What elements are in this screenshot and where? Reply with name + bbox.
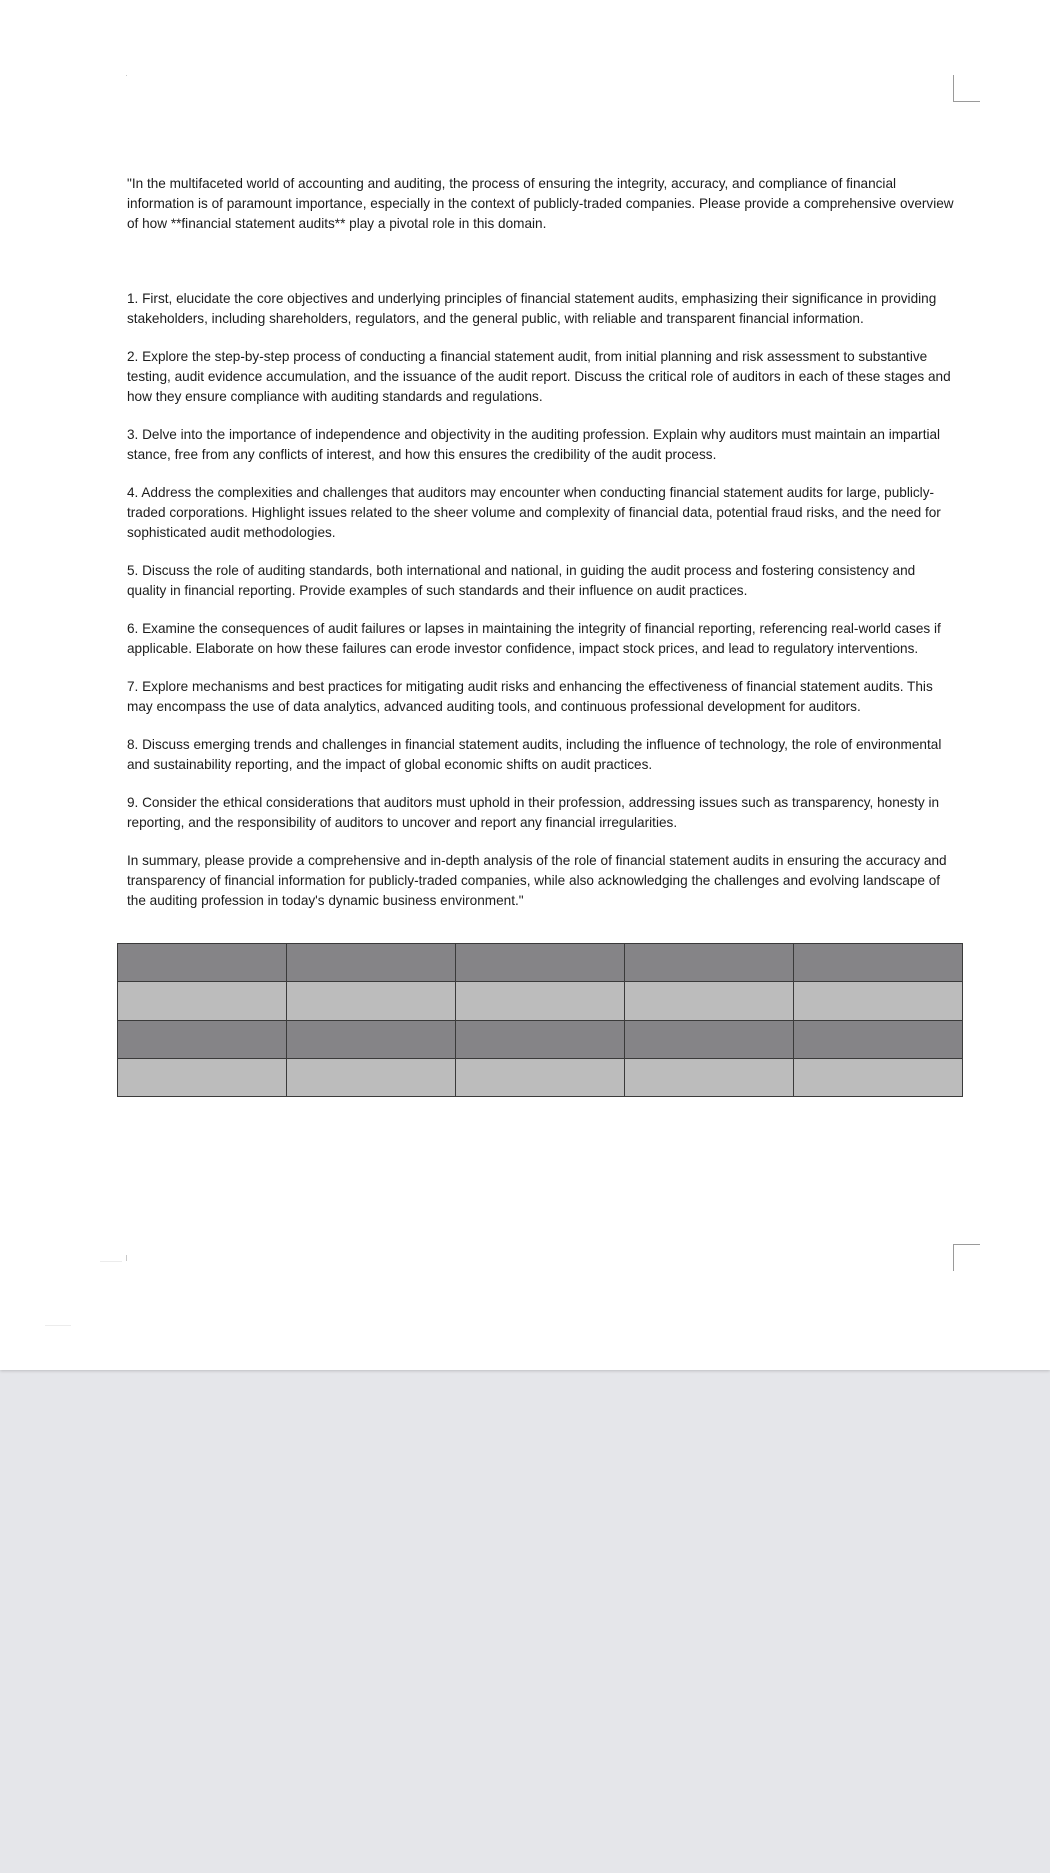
page-speck: [126, 75, 127, 76]
table-cell[interactable]: [456, 982, 625, 1020]
page-speck: [45, 1325, 71, 1326]
page-corner-mark-bottom: [953, 1244, 980, 1271]
table-cell[interactable]: [287, 944, 456, 982]
table-cell[interactable]: [287, 982, 456, 1020]
table-cell[interactable]: [794, 982, 963, 1020]
table-cell[interactable]: [456, 944, 625, 982]
table-cell[interactable]: [287, 1058, 456, 1096]
table-row: [118, 944, 963, 982]
list-item: 4. Address the complexities and challenges that auditors may encounter when conducting financial statement audits for large, publicly-traded corporations. Highlight issues related to the sheer volume and complexity of financial data, potential fraud risks, and the need for sophisticated audit methodologies.: [127, 485, 941, 540]
table-cell[interactable]: [118, 982, 287, 1020]
list-item: 1. First, elucidate the core objectives and underlying principles of financial statement audits, emphasizing their significance in providing stakeholders, including shareholders, regulators, and the general public, with reliable and transparent financial information.: [127, 291, 937, 326]
list-item: 9. Consider the ethical considerations that auditors must uphold in their profession, addressing issues such as transparency, honesty in reporting, and the responsibility of auditors to uncover and report any financial irregularities.: [127, 795, 940, 830]
intro-paragraph: "In the multifaceted world of accounting and auditing, the process of ensuring the integrity, accuracy, and compliance of financial information is of paramount importance, especially in the context of publicly-traded companies. Please provide a comprehensive overview of how **financial statement audits** play a pivotal role in this domain.: [127, 176, 954, 231]
page-speck: [126, 1255, 127, 1261]
empty-table: [117, 943, 963, 1097]
list-item: 2. Explore the step-by-step process of conducting a financial statement audit, from initial planning and risk assessment to substantive testing, audit evidence accumulation, and the issuance of the audit report. Discuss the critical role of auditors in each of these stages and how they ensure compliance with auditing standards and regulations.: [127, 349, 951, 404]
page-speck: [100, 1261, 122, 1262]
list-item: 3. Delve into the importance of independence and objectivity in the auditing profession. Explain why auditors must maintain an impartial stance, free from any conflicts of interest, and how this ensures the credibility of the audit process.: [127, 427, 941, 462]
list-item: 6. Examine the consequences of audit failures or lapses in maintaining the integrity of financial reporting, referencing real-world cases if applicable. Elaborate on how these failures can erode investor confidence, impact stock prices, and lead to regulatory interventions.: [127, 621, 941, 656]
table-cell[interactable]: [625, 944, 794, 982]
summary-paragraph: In summary, please provide a comprehensive and in-depth analysis of the role of financial statement audits in ensuring the accuracy and transparency of financial information for publicly-traded companies, while also acknowledging the challenges and evolving landscape of the auditing profession in today's dynamic business environment.": [127, 853, 947, 908]
table-cell[interactable]: [794, 1058, 963, 1096]
table-cell[interactable]: [456, 1058, 625, 1096]
list-item: 7. Explore mechanisms and best practices for mitigating audit risks and enhancing the effectiveness of financial statement audits. This may encompass the use of data analytics, advanced auditing tools, and continuous professional development for auditors.: [127, 679, 933, 714]
table-row: [118, 1020, 963, 1058]
table-cell[interactable]: [625, 1058, 794, 1096]
table-cell[interactable]: [625, 1020, 794, 1058]
list-item: 8. Discuss emerging trends and challenges in financial statement audits, including the influence of technology, the role of environmental and sustainability reporting, and the impact of global economic shifts on audit practices.: [127, 737, 942, 772]
table-cell[interactable]: [794, 944, 963, 982]
table-cell[interactable]: [118, 1058, 287, 1096]
table-cell[interactable]: [287, 1020, 456, 1058]
table-cell[interactable]: [794, 1020, 963, 1058]
table-row: [118, 1058, 963, 1096]
table-row: [118, 982, 963, 1020]
table-cell[interactable]: [456, 1020, 625, 1058]
table-cell[interactable]: [625, 982, 794, 1020]
page-corner-mark-top: [953, 75, 980, 102]
document-body: [127, 174, 957, 911]
list-item: 5. Discuss the role of auditing standards, both international and national, in guiding the audit process and fostering consistency and quality in financial reporting. Provide examples of such standards and their influence on audit practices.: [127, 563, 916, 598]
table-cell[interactable]: [118, 1020, 287, 1058]
table-cell[interactable]: [118, 944, 287, 982]
